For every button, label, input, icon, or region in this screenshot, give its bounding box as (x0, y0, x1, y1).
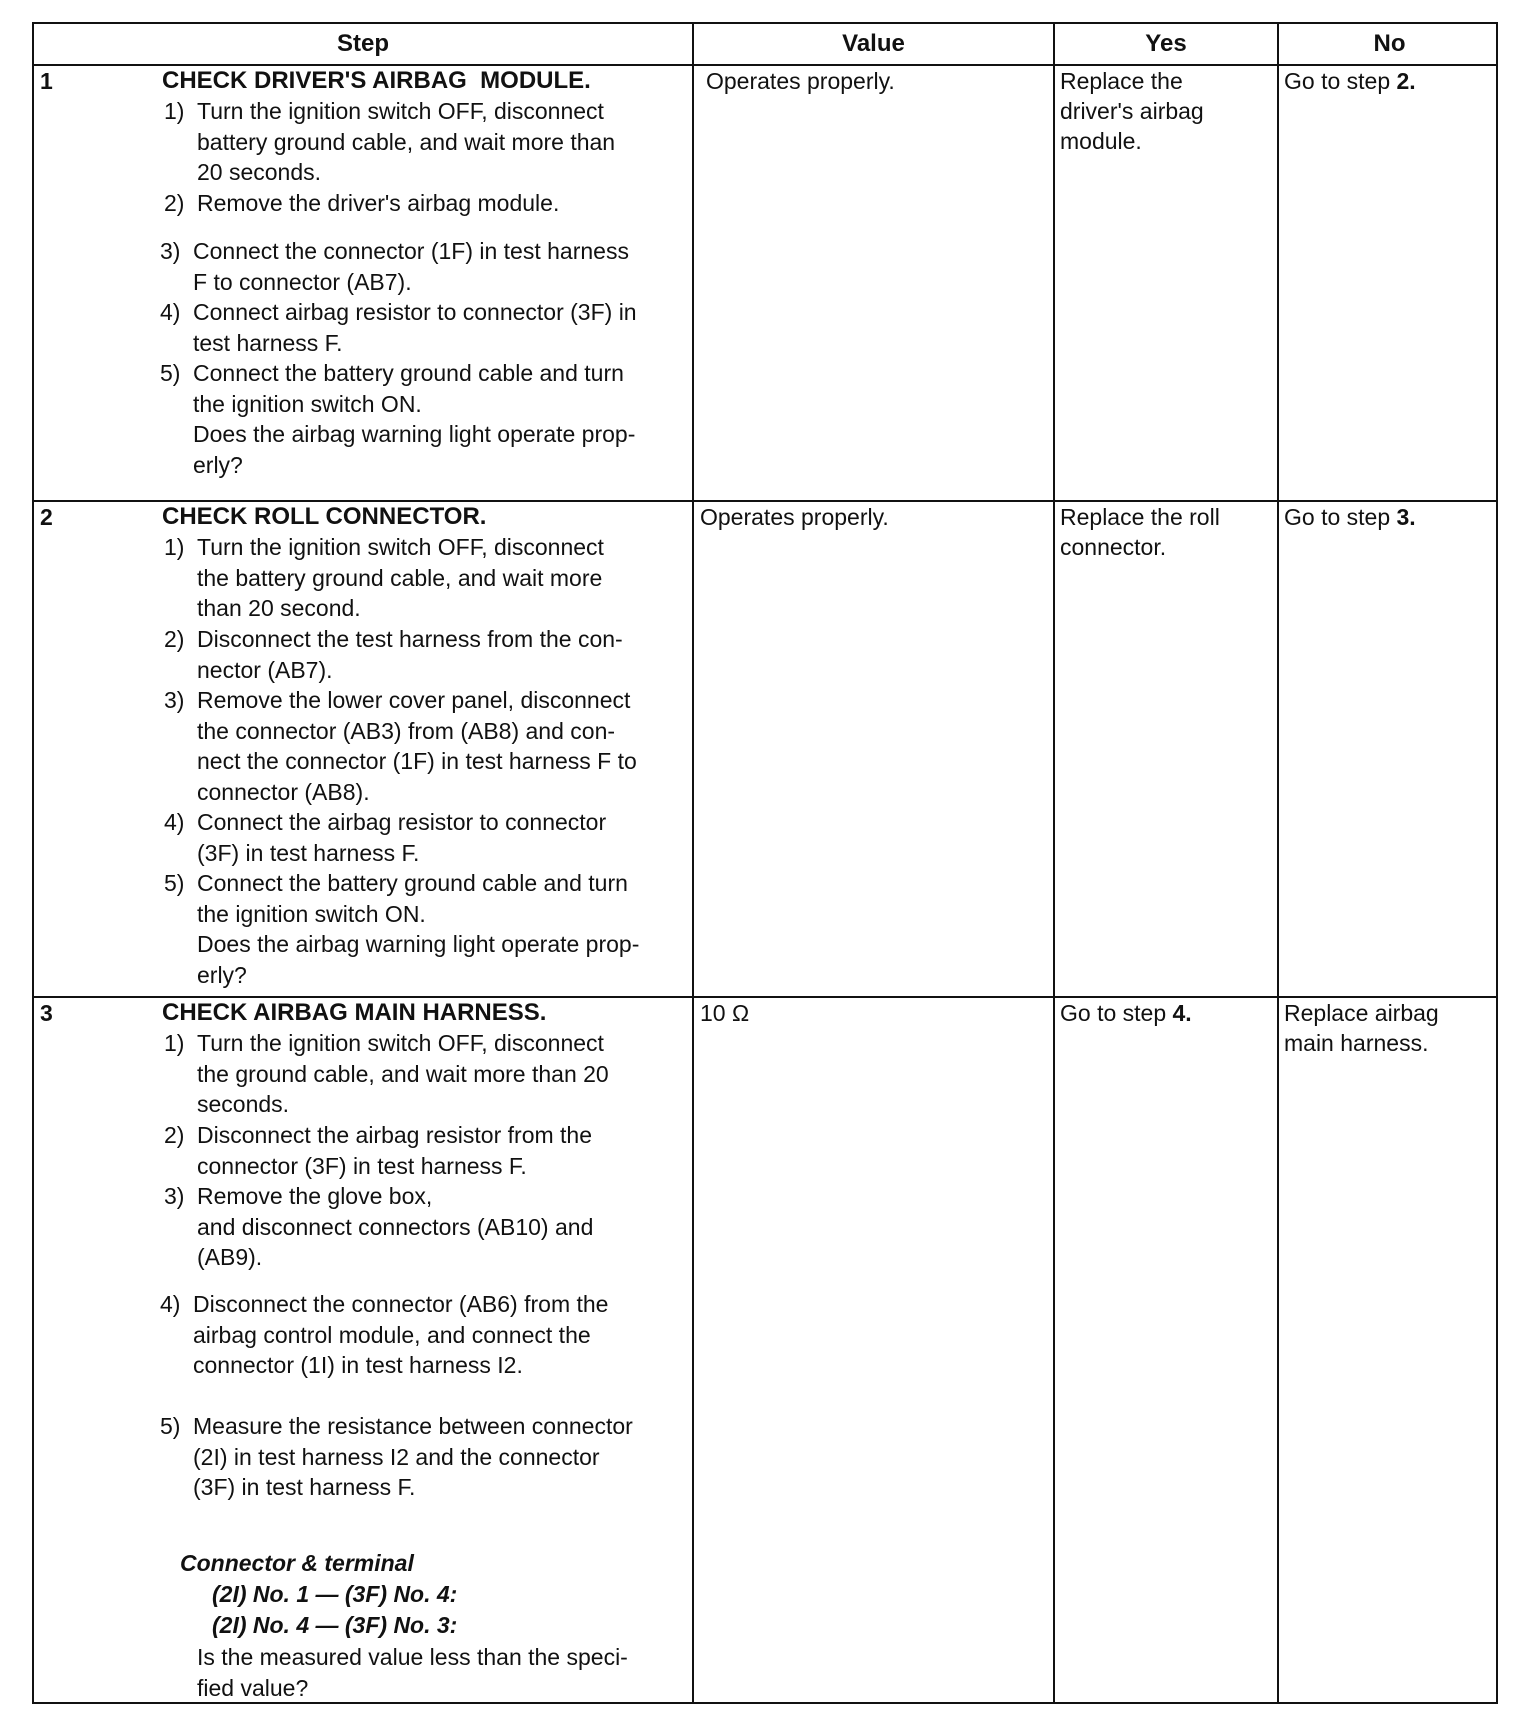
item-number: 3) (164, 687, 185, 713)
spec-line: (2I) No. 4 — (3F) No. 3: (212, 1612, 458, 1638)
step-number: 3 (40, 1000, 53, 1026)
column-divider-yes-no (1277, 24, 1279, 1702)
item-number: 1) (164, 534, 185, 560)
header-yes: Yes (1145, 30, 1187, 57)
no-cell-prefix: Go to step (1284, 504, 1397, 530)
yes-cell: Replace the driver's airbag module. (1060, 68, 1204, 154)
column-divider-value-yes (1053, 24, 1055, 1702)
item-number: 4) (160, 1291, 181, 1317)
value-cell: Operates properly. (700, 504, 889, 530)
no-cell (1284, 66, 1416, 96)
item-text: Measure the resistance between connector (2I) in test harness I2 and the connector (3F) in test harness F. (193, 1413, 633, 1500)
item-number: 5) (164, 870, 185, 896)
item-text: Turn the ignition switch OFF, disconnect battery ground cable, and wait more than 20 seconds. (197, 98, 616, 185)
step-question: Is the measured value less than the speci- fied value? (197, 1644, 628, 1701)
yes-cell (1060, 998, 1192, 1028)
item-number: 5) (160, 360, 181, 386)
item-number: 5) (160, 1413, 181, 1439)
item-text: Turn the ignition switch OFF, disconnect the ground cable, and wait more than 20 seconds. (197, 1030, 609, 1117)
step-title: CHECK DRIVER'S AIRBAG MODULE. (162, 67, 591, 94)
item-text: Disconnect the test harness from the con- nector (AB7). (197, 626, 623, 683)
spec-title: Connector & terminal (180, 1550, 414, 1576)
header-no: No (1373, 30, 1406, 57)
item-text: Connect the connector (1F) in test harness F to connector (AB7). (193, 238, 629, 295)
item-text: Connect the battery ground cable and turn the ignition switch ON. Does the airbag warning light operate prop- erly? (193, 360, 636, 478)
item-number: 1) (164, 1030, 185, 1056)
step-title: CHECK AIRBAG MAIN HARNESS. (162, 999, 547, 1026)
no-cell-step-ref: 2. (1396, 68, 1416, 94)
yes-cell-step-ref: 4. (1172, 1000, 1192, 1026)
item-text: Disconnect the connector (AB6) from the airbag control module, and connect the connector (1I) in test harness I2. (193, 1291, 609, 1378)
item-number: 1) (164, 98, 185, 124)
item-text: Remove the driver's airbag module. (197, 190, 560, 216)
item-text: Connect airbag resistor to connector (3F) in test harness F. (193, 299, 637, 356)
value-cell: Operates properly. (706, 68, 895, 94)
item-number: 2) (164, 1122, 185, 1148)
header-step: Step (336, 30, 389, 57)
item-text: Connect the airbag resistor to connector (3F) in test harness F. (197, 809, 607, 866)
spec-line: (2I) No. 1 — (3F) No. 4: (212, 1581, 458, 1607)
column-divider-step-value (692, 24, 694, 1702)
item-text: Disconnect the airbag resistor from the connector (3F) in test harness F. (197, 1122, 593, 1179)
item-number: 2) (164, 626, 185, 652)
yes-cell-prefix: Go to step (1060, 1000, 1173, 1026)
step-number: 2 (40, 504, 53, 530)
no-cell-step-ref: 3. (1396, 504, 1416, 530)
item-number: 4) (160, 299, 181, 325)
item-number: 3) (160, 238, 181, 264)
item-number: 4) (164, 809, 185, 835)
item-number: 2) (164, 190, 185, 216)
item-text: Remove the lower cover panel, disconnect the connector (AB3) from (AB8) and con- nect the connector (1F) in test harness F to connector (AB8). (197, 687, 637, 805)
no-cell: Replace airbag main harness. (1284, 1000, 1439, 1056)
header-value: Value (842, 30, 905, 57)
item-text: Turn the ignition switch OFF, disconnect the battery ground cable, and wait more than 20 second. (197, 534, 604, 621)
yes-cell: Replace the roll connector. (1060, 504, 1220, 560)
item-text: Connect the battery ground cable and turn the ignition switch ON. Does the airbag warning light operate prop- erly? (197, 870, 640, 988)
item-number: 3) (164, 1183, 185, 1209)
step-title: CHECK ROLL CONNECTOR. (162, 503, 487, 530)
no-cell-prefix: Go to step (1284, 68, 1397, 94)
diagnostic-table (32, 22, 1498, 1704)
step-number: 1 (40, 68, 53, 94)
item-text: Remove the glove box, and disconnect connectors (AB10) and (AB9). (197, 1183, 594, 1270)
value-cell: 10 Ω (700, 1000, 750, 1026)
no-cell (1284, 502, 1416, 532)
